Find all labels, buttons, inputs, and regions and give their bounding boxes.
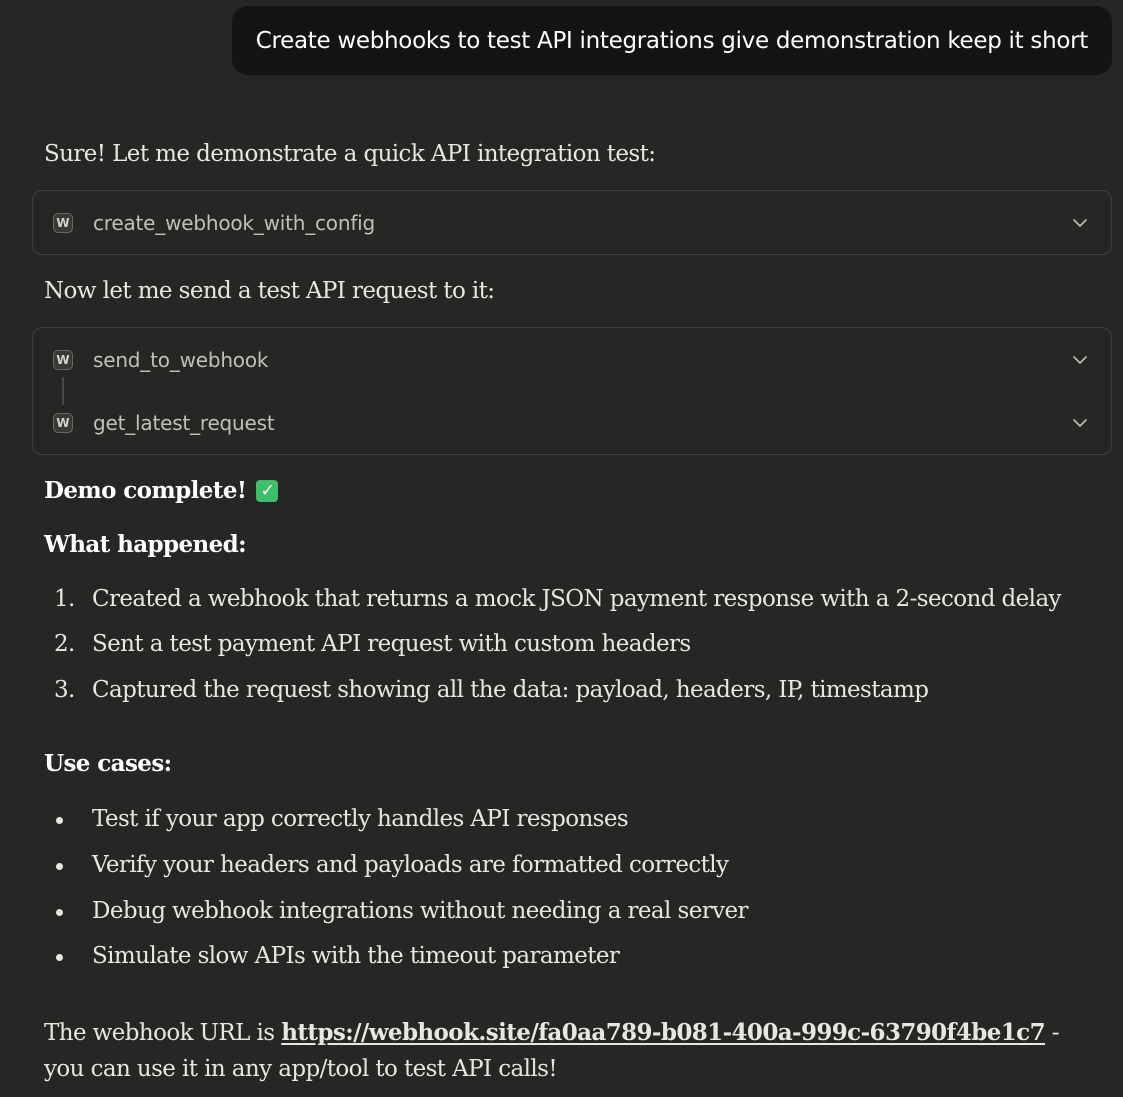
- tool-call-name: send_to_webhook: [93, 347, 269, 372]
- chevron-down-icon[interactable]: [1071, 351, 1089, 369]
- demo-complete-heading: [44, 475, 1112, 507]
- use-cases-heading: Use cases:: [44, 750, 172, 777]
- list-number: 3.: [54, 677, 75, 703]
- tool-call-card[interactable]: [32, 190, 1112, 255]
- webhook-url-link[interactable]: https://webhook.site/fa0aa789-b081-400a-999c-63790f4be1c7: [281, 1019, 1045, 1046]
- list-item: [32, 674, 1112, 706]
- tool-call-row[interactable]: [33, 391, 1111, 454]
- webhook-tool-icon: W: [53, 350, 73, 370]
- list-item: [32, 803, 1112, 835]
- list-item: [32, 940, 1112, 972]
- chevron-down-icon[interactable]: [1071, 214, 1089, 232]
- second-intro-text: Now let me send a test API request to it:: [44, 278, 495, 304]
- list-item-text: Debug webhook integrations without needing a real server: [92, 898, 748, 924]
- list-item: [32, 895, 1112, 927]
- list-item-text: Captured the request showing all the data: payload, headers, IP, timestamp: [92, 677, 929, 703]
- tool-call-row[interactable]: [33, 191, 1111, 254]
- list-item-text: Created a webhook that returns a mock JSON payment response with a 2-second delay: [92, 586, 1061, 612]
- bullet-icon: [56, 954, 63, 961]
- footer-text: [44, 1015, 1074, 1087]
- list-number: 1.: [54, 586, 75, 612]
- list-item-text: Sent a test payment API request with custom headers: [92, 631, 691, 657]
- demo-complete-text: Demo complete!: [44, 477, 247, 504]
- use-cases-list: [32, 803, 1112, 972]
- chevron-down-icon[interactable]: [1071, 414, 1089, 432]
- tool-call-group-card: [32, 327, 1112, 455]
- steps-list: [32, 583, 1112, 706]
- bullet-icon: [56, 863, 63, 870]
- what-happened-heading: What happened:: [44, 531, 247, 558]
- bullet-icon: [56, 817, 63, 824]
- webhook-tool-icon: W: [53, 213, 73, 233]
- list-number: 2.: [54, 631, 75, 657]
- tool-call-name: create_webhook_with_config: [93, 210, 376, 235]
- footer-suffix: - you can use it in any app/tool to test API calls!: [44, 1020, 1059, 1082]
- user-message-bubble: [232, 6, 1112, 75]
- list-item: [32, 849, 1112, 881]
- list-item: [32, 628, 1112, 660]
- list-item-text: Verify your headers and payloads are formatted correctly: [92, 852, 729, 878]
- tool-call-name: get_latest_request: [93, 410, 275, 435]
- assistant-response: [32, 132, 1112, 1087]
- intro-text: Sure! Let me demonstrate a quick API integration test:: [44, 141, 656, 167]
- tool-call-row[interactable]: [33, 328, 1111, 391]
- user-message-text: Create webhooks to test API integrations give demonstration keep it short: [255, 27, 1088, 54]
- check-mark-icon: ✓: [256, 480, 278, 502]
- list-item: [32, 583, 1112, 615]
- footer-prefix: The webhook URL is: [44, 1020, 282, 1046]
- list-item-text: Simulate slow APIs with the timeout parameter: [92, 943, 620, 969]
- list-item-text: Test if your app correctly handles API responses: [92, 806, 629, 832]
- webhook-tool-icon: W: [53, 413, 73, 433]
- bullet-icon: [56, 909, 63, 916]
